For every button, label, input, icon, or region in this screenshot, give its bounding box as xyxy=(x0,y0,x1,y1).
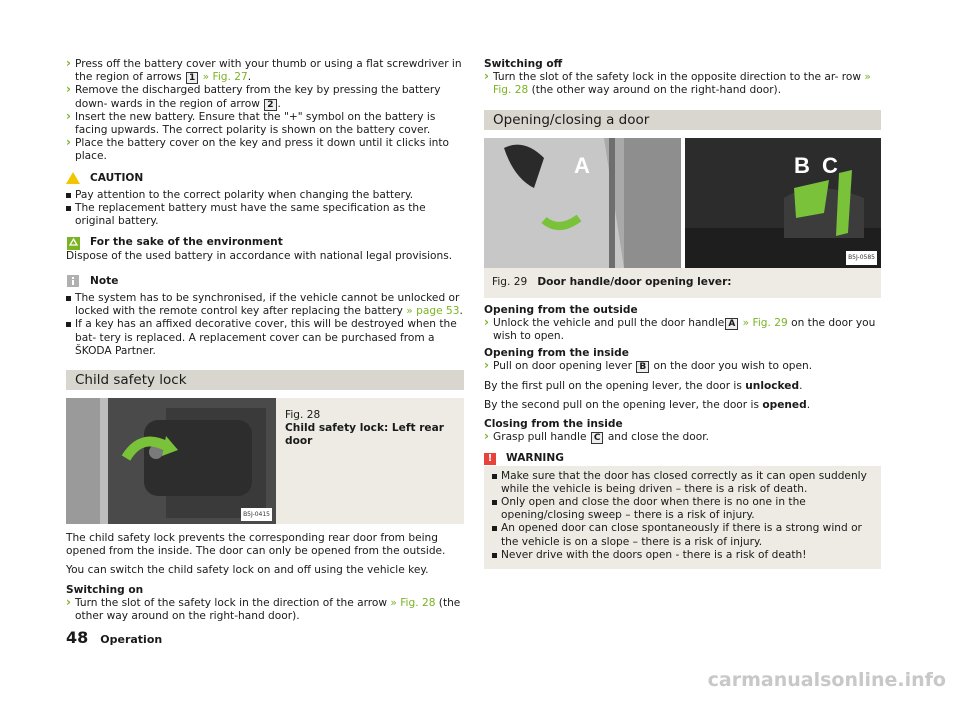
recycle-icon xyxy=(66,237,80,249)
figure-caption-text: Door handle/door opening lever: xyxy=(537,275,732,288)
callout-key: 1 xyxy=(186,72,198,84)
paragraph: By the first pull on the opening lever, the door is unlocked. xyxy=(484,379,803,392)
label-b: B xyxy=(794,152,810,178)
figure-28-caption xyxy=(285,409,455,448)
list-item: › Turn the slot of the safety lock in the direction of the arrow » Fig. 28 (the other way around on the right-hand door). xyxy=(66,597,464,623)
callout-key: B xyxy=(636,361,649,373)
section-title: Opening/closing a door xyxy=(484,110,881,130)
subheading: Switching off xyxy=(484,58,563,70)
list-item: › Grasp pull handle C and close the door. xyxy=(484,431,881,444)
caution-item: Pay attention to the correct polarity when changing the battery. xyxy=(66,189,464,202)
list-item: › Insert the new battery. Ensure that the "+" symbol on the battery is facing upwards. The correct polarity is shown on the battery cover. xyxy=(66,111,464,137)
list-item: › Unlock the vehicle and pull the door handle A » Fig. 29 on the door you wish to open. xyxy=(484,317,881,343)
section-title: Child safety lock xyxy=(66,370,464,390)
list-item: › Turn the slot of the safety lock in the opposite direction to the ar- row » Fig. 28 (the other way around on the right-hand door). xyxy=(484,71,881,97)
label-a: A xyxy=(574,152,590,178)
figure-caption-text: Child safety lock: Left rear door xyxy=(285,422,444,448)
note-item: The system has to be synchronised, if the vehicle cannot be unlocked or locked with the remote control key after replacing the battery » page 53. xyxy=(66,292,464,318)
figure-29-image xyxy=(484,138,881,268)
figure-28-image xyxy=(66,398,276,524)
callout-key: A xyxy=(725,318,738,330)
figure-29 xyxy=(484,138,881,298)
door-illustration xyxy=(66,398,276,524)
page-link[interactable]: » page 53 xyxy=(406,305,460,318)
callout-key: 2 xyxy=(264,99,276,111)
figure-link[interactable]: » Fig. 29 xyxy=(739,316,788,329)
subheading: Closing from the inside xyxy=(484,418,623,431)
footer-section: Operation xyxy=(100,633,163,646)
environment-text: Dispose of the used battery in accordance with national legal provisions. xyxy=(66,249,453,262)
caution-item: The replacement battery must have the same specification as the original battery. xyxy=(66,202,464,228)
warning-box xyxy=(484,452,881,569)
warning-icon: ! xyxy=(484,453,496,465)
list-item: › Place the battery cover on the key and press it down until it clicks into place. xyxy=(66,137,464,163)
right-column xyxy=(484,58,881,569)
door-handle-illustration xyxy=(484,138,881,268)
figure-link[interactable]: » Fig. 27 xyxy=(199,71,248,84)
callout-key: C xyxy=(591,432,604,444)
figure-label: Fig. 29 xyxy=(492,275,528,288)
figure-28 xyxy=(66,398,464,524)
page-number: 48 xyxy=(66,628,89,647)
figure-link[interactable]: » Fig. 28 xyxy=(390,596,436,609)
label-c: C xyxy=(822,152,838,178)
list-item: › Pull on door opening lever B on the door you wish to open. xyxy=(484,360,881,373)
warning-item: Make sure that the door has closed correctly as it can open suddenly while the vehicle is being driven – there is a risk of death. xyxy=(492,470,873,496)
watermark: carmanualsonline.info xyxy=(707,669,946,691)
warning-item: Never drive with the doors open - there is a risk of death! xyxy=(492,549,873,562)
paragraph: By the second pull on the opening lever, the door is opened. xyxy=(484,398,811,411)
subheading: Switching on xyxy=(66,583,144,596)
environment-heading: For the sake of the environment xyxy=(66,236,464,249)
caution-icon xyxy=(66,172,80,184)
figure-label: Fig. 28 xyxy=(285,409,321,422)
warning-item: Only open and close the door when there is no one in the opening/closing sweep – there is a risk of injury. xyxy=(492,496,873,522)
warning-heading: ! WARNING xyxy=(484,452,881,465)
paragraph: The child safety lock prevents the corresponding rear door from being opened from the inside. The door can only be opened from the outside. xyxy=(66,532,446,558)
page-footer xyxy=(66,628,162,647)
figure-code: B5J-0585 xyxy=(846,251,877,264)
figure-29-caption xyxy=(492,276,872,289)
warning-item: An opened door can close spontaneously if there is a strong wind or the vehicle is on a slope – there is a risk of injury. xyxy=(492,522,873,548)
subheading: Opening from the outside xyxy=(484,303,638,316)
left-column xyxy=(66,58,464,623)
note-item: If a key has an affixed decorative cover, this will be destroyed when the bat- tery is replaced. A replacement cover can be purchased from a ŠKODA Partner. xyxy=(66,318,464,358)
figure-code: B5J-0415 xyxy=(241,508,272,521)
list-item: › Press off the battery cover with your thumb or using a flat screwdriver in the region of arrows 1 » Fig. 27. xyxy=(66,58,464,84)
info-icon xyxy=(66,275,80,287)
paragraph: You can switch the child safety lock on and off using the vehicle key. xyxy=(66,564,429,577)
note-heading: Note xyxy=(66,275,464,288)
figure-link[interactable]: » Fig. 28 xyxy=(493,71,871,97)
caution-heading: CAUTION xyxy=(66,172,464,185)
list-item: › Remove the discharged battery from the key by pressing the battery down- wards in the region of arrow 2 . xyxy=(66,84,464,110)
subheading: Opening from the inside xyxy=(484,347,629,360)
